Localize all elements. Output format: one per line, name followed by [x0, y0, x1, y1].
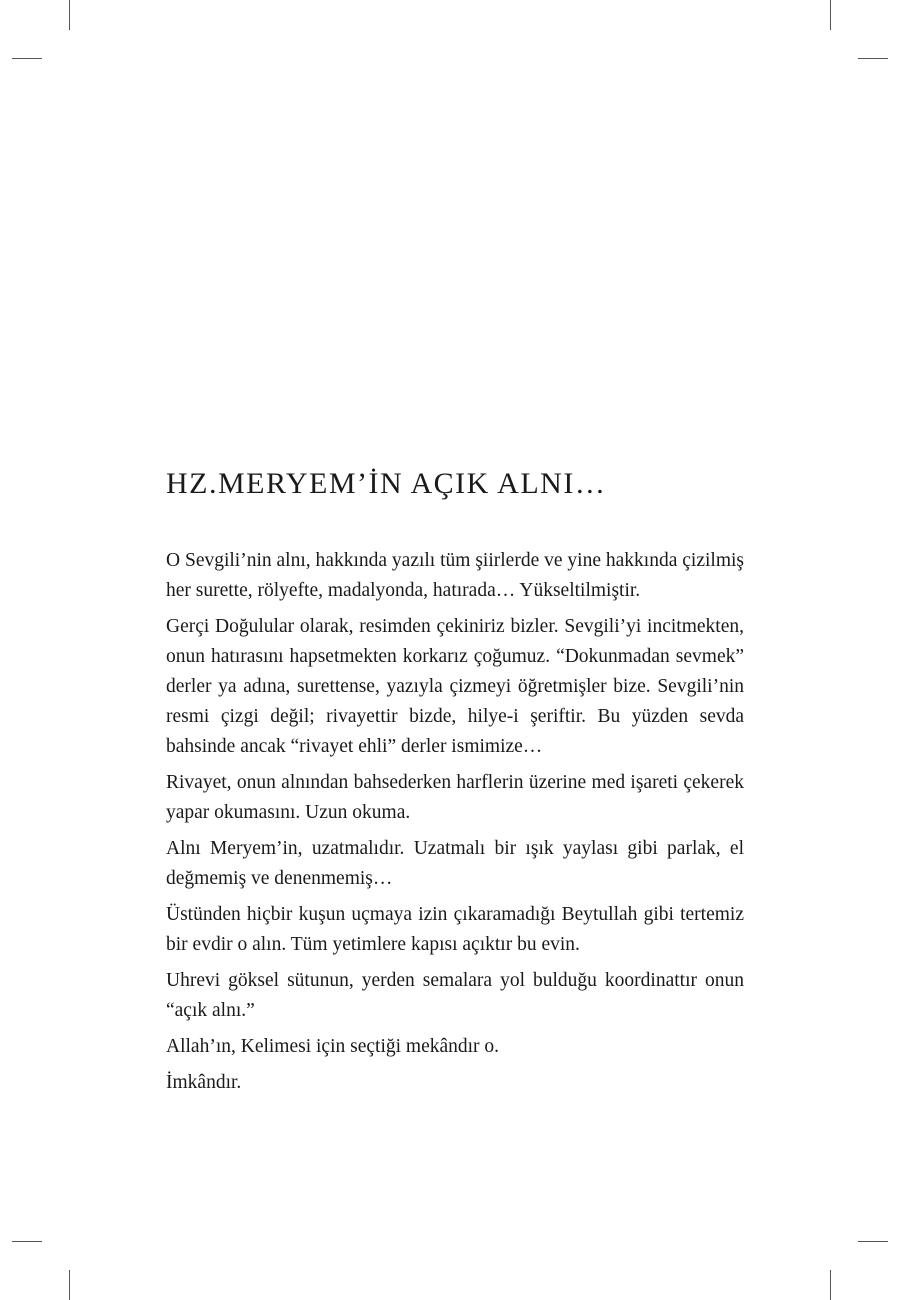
paragraph: Allah’ın, Kelimesi için seçtiği mekândır o. [166, 1036, 500, 1057]
crop-mark [858, 1241, 888, 1242]
page-body [166, 466, 744, 1104]
paragraph: Uhrevi göksel sütunun, yerden semalara yol bulduğu koordinattır onun “açık alnı.” [166, 970, 744, 1021]
chapter-title: HZ.MERYEM’İN AÇIK ALNI… [166, 467, 607, 500]
paragraph: O Sevgili’nin alnı, hakkında yazılı tüm şiirlerde ve yine hakkında çizilmiş her surette, rölyefte, madalyonda, hatırada… Yükseltilmiştir. [166, 550, 744, 601]
crop-mark [69, 0, 70, 30]
crop-mark [858, 58, 888, 59]
paragraph: Üstünden hiçbir kuşun uçmaya izin çıkaramadığı Beytullah gibi tertemiz bir evdir o alın. Tüm yetimlere kapısı açıktır bu evin. [166, 904, 744, 955]
crop-mark [830, 1270, 831, 1300]
crop-mark [69, 1270, 70, 1300]
crop-mark [12, 1241, 42, 1242]
crop-mark [830, 0, 831, 30]
paragraph: Alnı Meryem’in, uzatmalıdır. Uzatmalı bir ışık yaylası gibi parlak, el değmemiş ve denenmemiş… [166, 838, 744, 889]
paragraph: İmkândır. [166, 1072, 242, 1093]
crop-mark [12, 58, 42, 59]
paragraph: Gerçi Doğulular olarak, resimden çekiniriz bizler. Sevgili’yi incitmekten, onun hatırasını hapsetmekten korkarız çoğumuz. “Dokunmadan sevmek” derler ya adına, surettense, yazıyla çizmeyi öğretmişler bize. Sevgili’nin resmi çizgi değil; rivayettir bizde, hilye-i şeriftir. Bu yüzden sevda bahsinde ancak “rivayet ehli” derler ismimize… [166, 616, 744, 757]
paragraph: Rivayet, onun alnından bahsederken harflerin üzerine med işareti çekerek yapar okumasını. Uzun okuma. [166, 772, 744, 823]
